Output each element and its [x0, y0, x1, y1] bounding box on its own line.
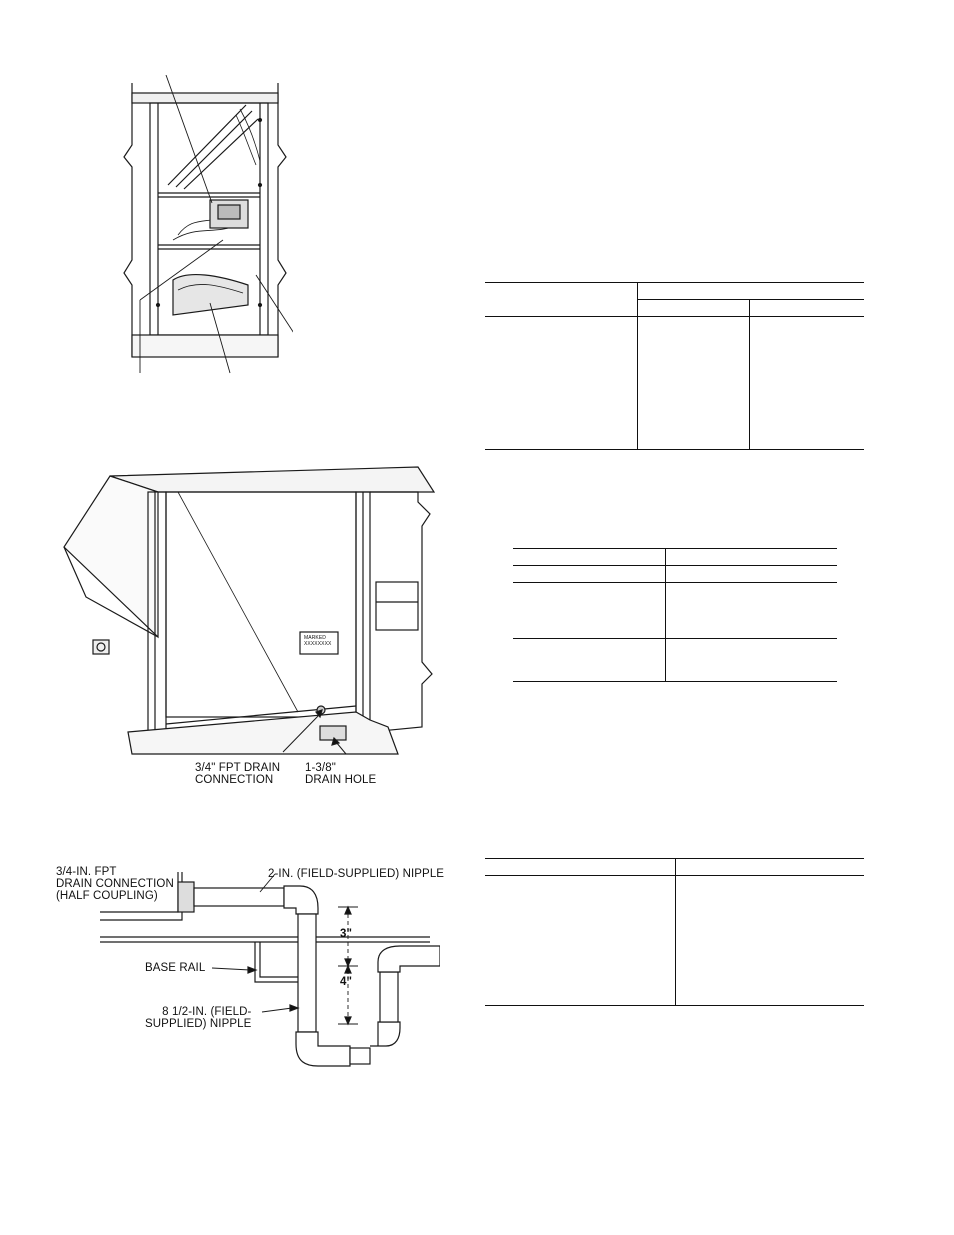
fig3-dim-upper — [340, 928, 352, 940]
drain-connection-label-line2: CONNECTION — [195, 774, 274, 786]
table-1-bottom-rule — [485, 449, 864, 450]
fig3-drain-connection-line1: 3/4-IN. FPT — [56, 866, 117, 878]
table-2-col-divider — [665, 548, 666, 681]
table-2-row-rule-2 — [513, 638, 837, 639]
table-3-col-divider — [675, 858, 676, 1005]
nameplate-line1: MARKED — [304, 635, 326, 641]
figure-unit-drain-view — [58, 462, 438, 762]
fig3-85in-nipple-line2: SUPPLIED) NIPPLE — [145, 1018, 252, 1030]
table-2-row-rule-1 — [513, 582, 837, 583]
table-2 — [513, 548, 837, 682]
drain-hole-label-line1: 1-3/8" — [305, 762, 336, 774]
table-1-top-rule — [485, 282, 864, 283]
nameplate-line2: XXXXXXXX — [304, 641, 332, 647]
fig3-drain-connection-line2: DRAIN CONNECTION — [56, 878, 174, 890]
drain-connection-label-line1: 3/4" FPT DRAIN — [195, 762, 281, 774]
fig3-dim-upper-text: 3" — [340, 928, 353, 940]
fig3-base-rail-label — [145, 962, 205, 974]
fig3-2in-nipple-label — [268, 868, 444, 880]
drain-connection-label — [195, 762, 280, 786]
fig3-drain-connection-line3: (HALF COUPLING) — [56, 890, 158, 902]
table-3 — [485, 858, 864, 1006]
fig3-85in-nipple-label — [145, 1006, 251, 1030]
nameplate-label — [304, 635, 331, 647]
fig3-dim-lower — [340, 976, 352, 988]
fig3-2in-nipple-text: 2-IN. (FIELD-SUPPLIED) NIPPLE — [268, 868, 445, 880]
table-1 — [485, 282, 864, 450]
fig3-dim-lower-text: 4" — [340, 976, 353, 988]
table-2-top-rule — [513, 548, 837, 549]
table-2-bottom-rule — [513, 681, 837, 682]
drain-hole-label-line2: DRAIN HOLE — [305, 774, 377, 786]
table-1-col-divider-2 — [749, 299, 750, 449]
drain-hole-label — [305, 762, 376, 786]
fig3-base-rail-text: BASE RAIL — [145, 962, 206, 974]
fig3-85in-nipple-line1: 8 1/2-IN. (FIELD- — [162, 1006, 252, 1018]
fig3-drain-connection-label — [56, 866, 174, 902]
table-1-subheader-rule — [638, 299, 864, 300]
table-3-bottom-rule — [485, 1005, 864, 1006]
figure-control-box-cutaway — [118, 75, 293, 375]
table-1-col-divider-1 — [637, 282, 638, 449]
table-2-header-rule — [513, 565, 837, 566]
table-1-header-rule — [485, 316, 864, 317]
